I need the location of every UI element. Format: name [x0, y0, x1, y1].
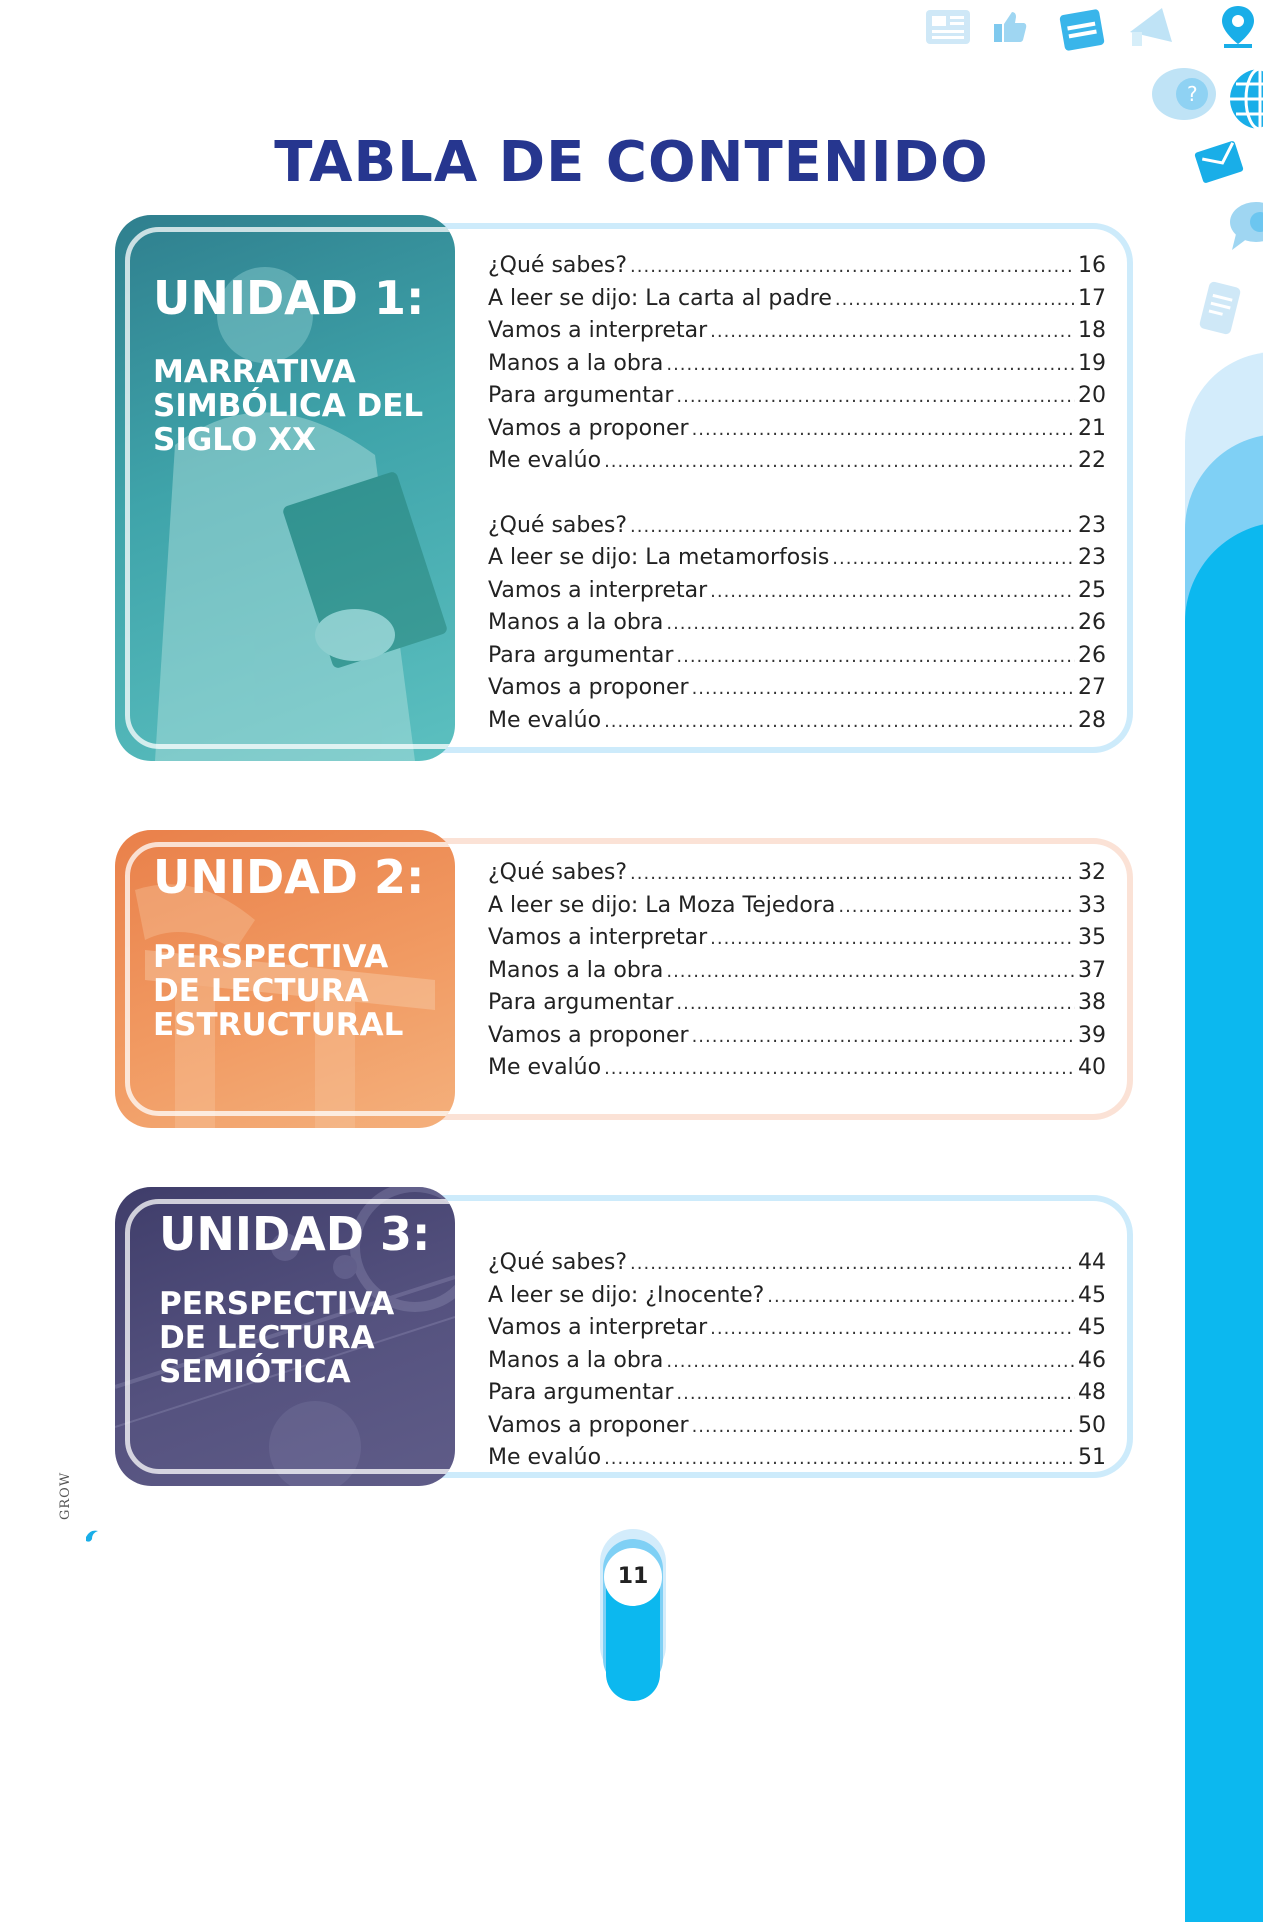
toc-entry[interactable]: [488, 990, 1106, 1023]
unit-2-label: UNIDAD 2:: [153, 850, 425, 904]
toc-entry-page: 32: [1078, 860, 1106, 885]
toc-entry[interactable]: [488, 1315, 1106, 1348]
thumbs-up-icon: [990, 8, 1030, 46]
toc-entry-page: 46: [1078, 1347, 1106, 1373]
toc-entry-label: A leer se dijo: La metamorfosis: [488, 545, 830, 570]
toc-entry-page: 37: [1078, 957, 1106, 983]
unit-3: [0, 1195, 1263, 1478]
globe-icon: [1226, 66, 1263, 132]
toc-entry[interactable]: [488, 578, 1106, 611]
toc-entry-label: Para argumentar: [488, 990, 674, 1015]
toc-entry[interactable]: [488, 958, 1106, 991]
toc-entry[interactable]: [488, 416, 1106, 449]
toc-entry-label: Vamos a proponer: [488, 1022, 689, 1048]
toc-leader-dots: [767, 1286, 1075, 1307]
unit-3-toc: [488, 1250, 1106, 1478]
toc-entry[interactable]: [488, 286, 1106, 319]
toc-entry-page: 23: [1078, 512, 1106, 538]
toc-entry[interactable]: [488, 351, 1106, 384]
toc-entry-label: Vamos a proponer: [488, 415, 689, 441]
toc-leader-dots: [604, 711, 1075, 732]
brand-logo-icon: [84, 1527, 102, 1545]
toc-entry-page: 16: [1078, 253, 1106, 278]
toc-leader-dots: [676, 646, 1075, 667]
toc-entry-page: 51: [1078, 1445, 1106, 1470]
megaphone-icon: [1122, 2, 1182, 54]
toc-leader-dots: [630, 863, 1075, 884]
toc-entry-label: Vamos a proponer: [488, 675, 689, 700]
toc-leader-dots: [832, 548, 1075, 569]
toc-leader-dots: [710, 928, 1075, 949]
toc-entry-label: ¿Qué sabes?: [488, 1250, 628, 1275]
toc-entry-label: Para argumentar: [488, 642, 674, 668]
toc-entry-page: 28: [1078, 707, 1106, 733]
toc-entry[interactable]: [488, 708, 1106, 741]
toc-leader-dots: [630, 1253, 1075, 1274]
location-pin-icon: [1218, 4, 1258, 50]
toc-leader-dots: [710, 321, 1075, 342]
toc-entry[interactable]: [488, 643, 1106, 676]
toc-leader-dots: [835, 289, 1075, 310]
toc-entry-page: 21: [1078, 415, 1106, 441]
toc-entry[interactable]: [488, 1380, 1106, 1413]
toc-entry-page: 48: [1078, 1380, 1106, 1405]
toc-leader-dots: [666, 1351, 1075, 1372]
toc-leader-dots: [692, 1416, 1075, 1437]
toc-entry-page: 35: [1078, 925, 1106, 950]
svg-text:?: ?: [1187, 82, 1198, 106]
toc-entry-page: 44: [1078, 1250, 1106, 1275]
toc-entry[interactable]: [488, 1348, 1106, 1381]
toc-entry-page: 45: [1078, 1315, 1106, 1340]
toc-entry-page: 27: [1078, 675, 1106, 700]
unit-1: [0, 223, 1263, 753]
toc-leader-dots: [604, 451, 1075, 472]
toc-entry-label: A leer se dijo: ¿Inocente?: [488, 1282, 765, 1308]
toc-entry-label: Manos a la obra: [488, 1347, 664, 1373]
toc-entry-page: 23: [1078, 545, 1106, 570]
toc-entry-label: Me evalúo: [488, 1055, 602, 1080]
toc-entry[interactable]: [488, 1445, 1106, 1478]
toc-entry-page: 17: [1078, 285, 1106, 311]
toc-entry[interactable]: [488, 893, 1106, 926]
toc-entry-label: Me evalúo: [488, 707, 602, 733]
unit-1-toc: [488, 253, 1106, 740]
toc-entry-label: Vamos a interpretar: [488, 577, 708, 603]
toc-entry[interactable]: [488, 1055, 1106, 1088]
toc-entry-page: 45: [1078, 1282, 1106, 1308]
unit-1-label: UNIDAD 1:: [153, 271, 425, 325]
toc-leader-dots: [630, 256, 1075, 277]
toc-leader-dots: [676, 386, 1075, 407]
unit-3-label: UNIDAD 3:: [159, 1207, 431, 1261]
toc-leader-dots: [676, 1383, 1075, 1404]
toc-entry-label: A leer se dijo: La Moza Tejedora: [488, 892, 836, 918]
toc-entry-page: 33: [1078, 892, 1106, 918]
toc-entry[interactable]: [488, 610, 1106, 643]
toc-entry-page: 50: [1078, 1412, 1106, 1438]
toc-leader-dots: [710, 1318, 1075, 1339]
toc-entry-label: Vamos a interpretar: [488, 925, 708, 950]
toc-entry[interactable]: [488, 860, 1106, 893]
toc-spacer: [488, 481, 1106, 513]
toc-entry[interactable]: [488, 1283, 1106, 1316]
page-title: TABLA DE CONTENIDO: [274, 129, 989, 195]
unit-2-subtitle: PERSPECTIVA DE LECTURA ESTRUCTURAL: [153, 939, 404, 1043]
toc-entry-page: 38: [1078, 990, 1106, 1015]
toc-entry[interactable]: [488, 1413, 1106, 1446]
toc-entry-page: 26: [1078, 610, 1106, 635]
toc-leader-dots: [692, 1026, 1075, 1047]
toc-leader-dots: [604, 1448, 1075, 1469]
news-icon: [918, 6, 974, 50]
toc-entry-label: Me evalúo: [488, 448, 602, 473]
toc-entry-page: 25: [1078, 577, 1106, 603]
toc-entry-label: ¿Qué sabes?: [488, 860, 628, 885]
toc-entry-label: Manos a la obra: [488, 957, 664, 983]
calendar-icon: [1058, 4, 1108, 52]
toc-entry-page: 22: [1078, 448, 1106, 473]
toc-leader-dots: [710, 581, 1075, 602]
toc-entry-label: ¿Qué sabes?: [488, 512, 628, 538]
toc-entry[interactable]: [488, 253, 1106, 286]
toc-entry-label: Vamos a proponer: [488, 1412, 689, 1438]
toc-entry-label: Me evalúo: [488, 1445, 602, 1470]
toc-entry[interactable]: [488, 318, 1106, 351]
toc-entry-label: Para argumentar: [488, 383, 674, 408]
unit-3-photo: [115, 1187, 455, 1486]
toc-entry-label: Vamos a interpretar: [488, 1315, 708, 1340]
toc-leader-dots: [692, 678, 1075, 699]
unit-1-photo: [115, 215, 455, 761]
toc-entry-page: 26: [1078, 642, 1106, 668]
toc-entry-label: ¿Qué sabes?: [488, 253, 628, 278]
toc-entry[interactable]: [488, 1023, 1106, 1056]
page-number: 11: [604, 1548, 662, 1606]
toc-entry[interactable]: [488, 1250, 1106, 1283]
toc-entry[interactable]: [488, 925, 1106, 958]
toc-entry-label: Manos a la obra: [488, 610, 664, 635]
toc-entry-label: Para argumentar: [488, 1380, 674, 1405]
toc-entry-page: 40: [1078, 1055, 1106, 1080]
toc-entry[interactable]: [488, 513, 1106, 546]
toc-leader-dots: [666, 354, 1075, 375]
unit-2: [0, 838, 1263, 1120]
toc-leader-dots: [676, 993, 1075, 1014]
toc-leader-dots: [838, 896, 1075, 917]
toc-entry-page: 20: [1078, 383, 1106, 408]
toc-leader-dots: [604, 1058, 1075, 1079]
unit-2-photo: [115, 830, 455, 1128]
toc-entry[interactable]: [488, 675, 1106, 708]
toc-leader-dots: [666, 613, 1075, 634]
toc-entry-page: 39: [1078, 1022, 1106, 1048]
unit-2-toc: [488, 860, 1106, 1088]
chat-bubble-icon: [1148, 64, 1224, 130]
toc-entry-page: 19: [1078, 350, 1106, 376]
toc-entry[interactable]: [488, 383, 1106, 416]
toc-entry-label: A leer se dijo: La carta al padre: [488, 285, 832, 311]
toc-entry[interactable]: [488, 448, 1106, 481]
unit-1-subtitle: MARRATIVA SIMBÓLICA DEL SIGLO XX: [153, 354, 424, 458]
toc-entry-page: 18: [1078, 318, 1106, 343]
toc-leader-dots: [692, 419, 1075, 440]
toc-leader-dots: [666, 961, 1075, 982]
unit-3-subtitle: PERSPECTIVA DE LECTURA SEMIÓTICA: [159, 1286, 395, 1390]
toc-entry[interactable]: [488, 545, 1106, 578]
toc-leader-dots: [630, 516, 1075, 537]
brand-name: GROW: [58, 1471, 73, 1520]
toc-entry-label: Vamos a interpretar: [488, 318, 708, 343]
toc-entry-label: Manos a la obra: [488, 350, 664, 376]
